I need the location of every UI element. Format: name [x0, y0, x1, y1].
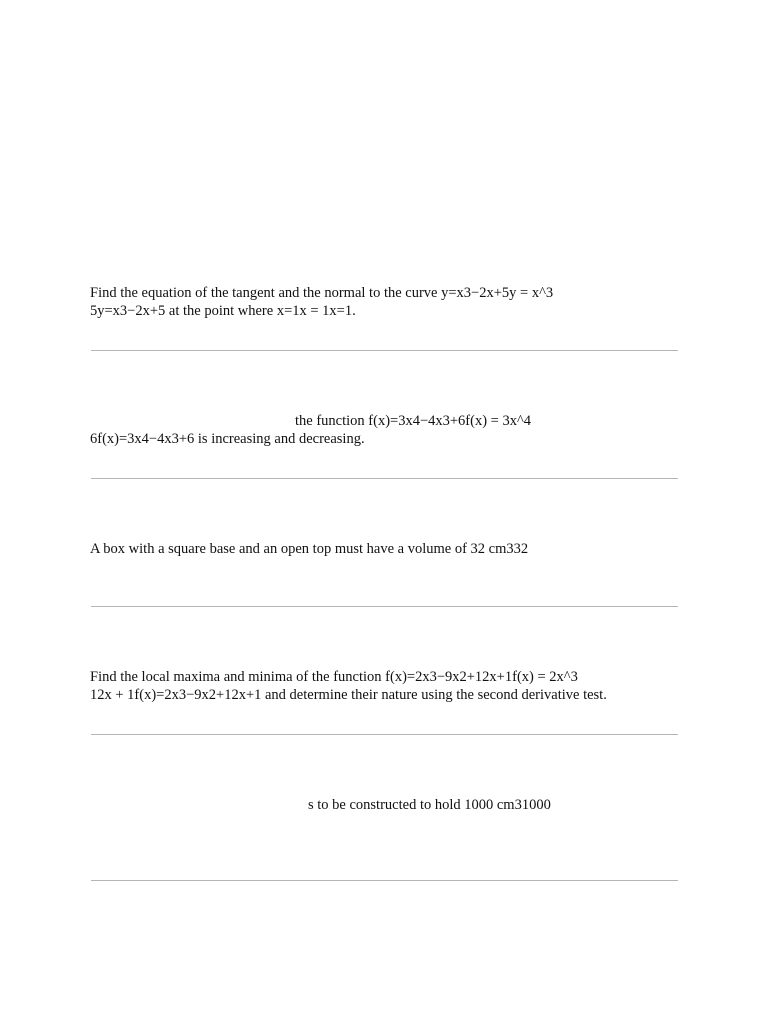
divider-3: [91, 606, 678, 607]
question-4-line-2: 12x + 1f(x)=2x3−9x2+12x+1 and determine their nature using the second derivative test.: [90, 687, 607, 703]
question-1-line-1: Find the equation of the tangent and the normal to the curve y=x3−2x+5y = x^3: [90, 285, 554, 301]
question-4-line-1: Find the local maxima and minima of the function f(x)=2x3−9x2+12x+1f(x) = 2x^3: [90, 669, 578, 685]
question-2-line-1: the function f(x)=3x4−4x3+6f(x) = 3x^4: [295, 413, 532, 429]
divider-5: [91, 880, 678, 881]
question-1-line-2: 5y=x3−2x+5 at the point where x=1x = 1x=1.: [90, 303, 356, 319]
question-5-line-1: s to be constructed to hold 1000 cm31000: [308, 797, 551, 813]
divider-2: [91, 478, 678, 479]
divider-1: [91, 350, 678, 351]
question-3-line-1: A box with a square base and an open top must have a volume of 32 cm332: [90, 541, 529, 557]
question-2-line-2: 6f(x)=3x4−4x3+6 is increasing and decreasing.: [90, 431, 365, 447]
divider-4: [91, 734, 678, 735]
